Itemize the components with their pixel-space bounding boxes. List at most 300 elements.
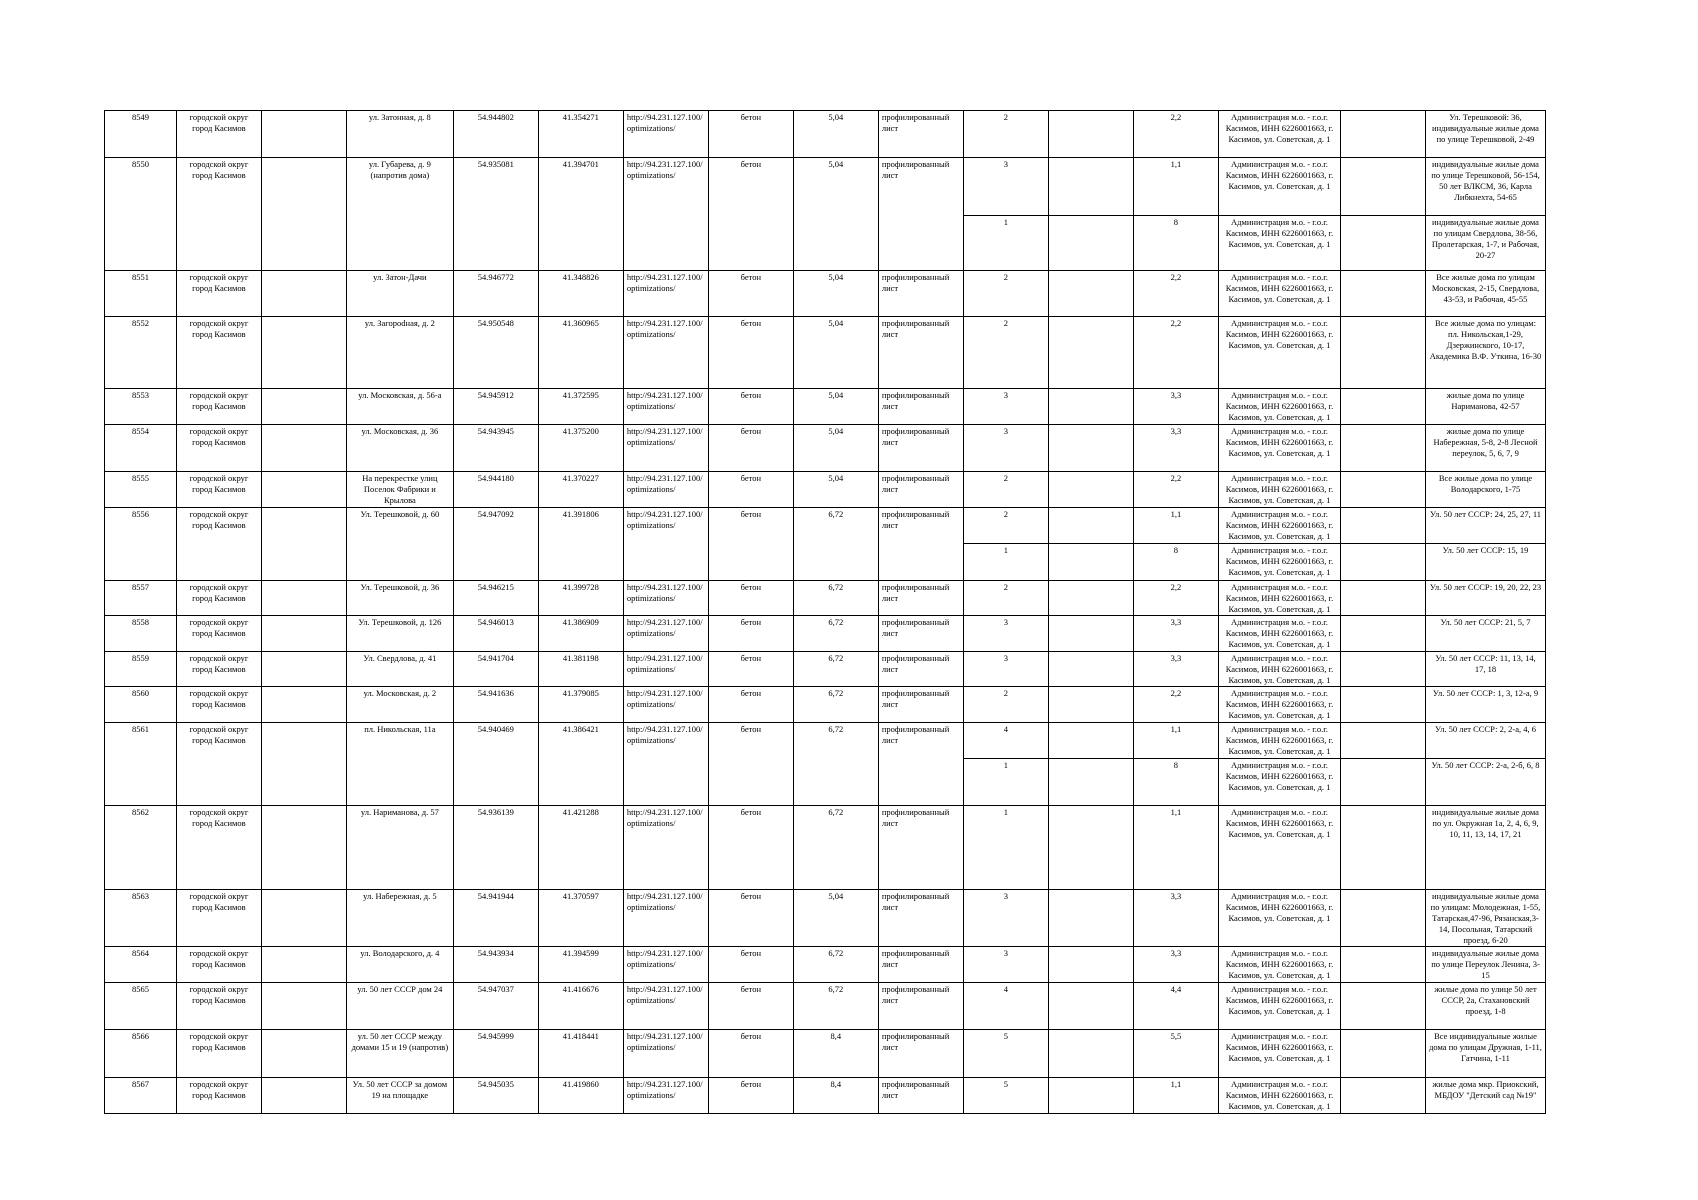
owner-cell: Администрация м.о. - г.о.г. Касимов, ИНН 6226001663, г. Касимов, ул. Советская, д. 1 [1218,216,1340,271]
latitude-cell: 54.946215 [453,581,538,616]
latitude-cell: 54.944802 [453,111,538,158]
longitude-cell: 41.370227 [538,472,623,508]
empty-cell [261,806,346,890]
latitude-cell: 54.945912 [453,389,538,425]
district-cell: городской округ город Касимов [176,687,261,723]
empty-cell [1341,687,1426,723]
fence-cell: профилированный лист [878,983,963,1030]
waste-sources-cell: Все жилые дома по улицам Московская, 2-15, Свердлова, 43-53, и Рабочая, 45-55 [1426,271,1546,317]
empty-cell [1341,158,1426,216]
empty-cell [1341,947,1426,983]
owner-cell: Администрация м.о. - г.о.г. Касимов, ИНН 6226001663, г. Касимов, ул. Советская, д. 1 [1218,508,1340,544]
surface-cell: бетон [708,389,793,425]
site-number-cell: 8557 [105,581,177,616]
district-cell: городской округ город Касимов [176,652,261,687]
owner-cell: Администрация м.о. - г.о.г. Касимов, ИНН 6226001663, г. Касимов, ул. Советская, д. 1 [1218,581,1340,616]
table-row [105,425,1546,472]
address-cell: ул. Московская, д. 56-а [346,389,453,425]
district-cell: городской округ город Касимов [176,472,261,508]
map-link-cell: http://94.231.127.100/optimizations/ [623,723,708,806]
waste-sources-cell: Все жилые дома по улице Володарского, 1-75 [1426,472,1546,508]
volume-cell: 3,3 [1133,389,1218,425]
empty-cell [261,271,346,317]
volume-cell: 8 [1133,544,1218,581]
owner-cell: Администрация м.о. - г.о.г. Касимов, ИНН 6226001663, г. Касимов, ул. Советская, д. 1 [1218,947,1340,983]
empty-cell [1341,111,1426,158]
empty-cell [1341,581,1426,616]
container-count-cell: 1 [963,806,1048,890]
site-number-cell: 8552 [105,317,177,389]
table-row [105,1030,1546,1078]
map-link-cell: http://94.231.127.100/optimizations/ [623,983,708,1030]
district-cell: городской округ город Касимов [176,983,261,1030]
fence-cell: профилированный лист [878,947,963,983]
empty-cell [261,1078,346,1114]
map-link-cell: http://94.231.127.100/optimizations/ [623,425,708,472]
empty-cell [1341,216,1426,271]
empty-cell [1341,806,1426,890]
area-cell: 6,72 [793,687,878,723]
site-number-cell: 8565 [105,983,177,1030]
waste-sources-cell: Ул. 50 лет СССР: 24, 25, 27, 11 [1426,508,1546,544]
latitude-cell: 54.944180 [453,472,538,508]
address-cell: ул. Затон-Дачи [346,271,453,317]
waste-sources-cell: Ул. 50 лет СССР: 19, 20, 22, 23 [1426,581,1546,616]
waste-sources-cell: Ул. Терешковой: 36, индивидуальные жилые дома по улице Терешковой, 2-49 [1426,111,1546,158]
empty-cell [1341,723,1426,759]
empty-cell [1341,472,1426,508]
address-cell: На перекрестке улиц Поселок Фабрики и Крылова [346,472,453,508]
site-number-cell: 8560 [105,687,177,723]
surface-cell: бетон [708,111,793,158]
area-cell: 6,72 [793,947,878,983]
waste-sources-cell: Ул. 50 лет СССР: 1, 3, 12-а, 9 [1426,687,1546,723]
site-number-cell: 8556 [105,508,177,581]
longitude-cell: 41.419860 [538,1078,623,1114]
waste-sources-cell: Ул. 50 лет СССР: 21, 5, 7 [1426,616,1546,652]
empty-cell [1341,425,1426,472]
site-number-cell: 8551 [105,271,177,317]
map-link-cell: http://94.231.127.100/optimizations/ [623,1078,708,1114]
waste-sources-cell: индивидуальные жилые дома по улицам: Молодежная, 1-55, Татарская,47-96, Рязанская,3-14, Посольная, Татарский проезд, 6-20 [1426,890,1546,947]
empty-cell [1048,425,1133,472]
site-number-cell: 8554 [105,425,177,472]
area-cell: 5,04 [793,890,878,947]
latitude-cell: 54.943945 [453,425,538,472]
empty-cell [261,890,346,947]
fence-cell: профилированный лист [878,806,963,890]
area-cell: 8,4 [793,1030,878,1078]
address-cell: ул. Затонная, д. 8 [346,111,453,158]
site-number-cell: 8564 [105,947,177,983]
empty-cell [261,616,346,652]
owner-cell: Администрация м.о. - г.о.г. Касимов, ИНН 6226001663, г. Касимов, ул. Советская, д. 1 [1218,806,1340,890]
table-row [105,947,1546,983]
latitude-cell: 54.935081 [453,158,538,271]
area-cell: 5,04 [793,472,878,508]
owner-cell: Администрация м.о. - г.о.г. Касимов, ИНН 6226001663, г. Касимов, ул. Советская, д. 1 [1218,616,1340,652]
area-cell: 6,72 [793,806,878,890]
map-link-cell: http://94.231.127.100/optimizations/ [623,890,708,947]
surface-cell: бетон [708,317,793,389]
area-cell: 8,4 [793,1078,878,1114]
address-cell: ул. 50 лет СССР между домами 15 и 19 (напротив) [346,1030,453,1078]
empty-cell [1048,616,1133,652]
latitude-cell: 54.945999 [453,1030,538,1078]
surface-cell: бетон [708,472,793,508]
container-count-cell: 2 [963,271,1048,317]
address-cell: Ул. Терешковой, д. 60 [346,508,453,581]
container-count-cell: 3 [963,158,1048,216]
owner-cell: Администрация м.о. - г.о.г. Касимов, ИНН 6226001663, г. Касимов, ул. Советская, д. 1 [1218,111,1340,158]
container-count-cell: 4 [963,983,1048,1030]
waste-sources-cell: индивидуальные жилые дома по улице Переулок Ленина, 3-15 [1426,947,1546,983]
longitude-cell: 41.360965 [538,317,623,389]
owner-cell: Администрация м.о. - г.о.г. Касимов, ИНН 6226001663, г. Касимов, ул. Советская, д. 1 [1218,1030,1340,1078]
waste-site-registry-table [104,110,1546,1114]
empty-cell [1048,472,1133,508]
longitude-cell: 41.372595 [538,389,623,425]
volume-cell: 1,1 [1133,508,1218,544]
latitude-cell: 54.941704 [453,652,538,687]
site-number-cell: 8563 [105,890,177,947]
longitude-cell: 41.354271 [538,111,623,158]
waste-sources-cell: Ул. 50 лет СССР: 2-а, 2-б, 6, 8 [1426,759,1546,806]
fence-cell: профилированный лист [878,111,963,158]
table-row [105,317,1546,389]
empty-cell [261,687,346,723]
district-cell: городской округ город Касимов [176,890,261,947]
table-row [105,616,1546,652]
area-cell: 6,72 [793,616,878,652]
owner-cell: Администрация м.о. - г.о.г. Касимов, ИНН 6226001663, г. Касимов, ул. Советская, д. 1 [1218,271,1340,317]
empty-cell [261,947,346,983]
container-count-cell: 2 [963,687,1048,723]
area-cell: 6,72 [793,723,878,806]
empty-cell [261,581,346,616]
map-link-cell: http://94.231.127.100/optimizations/ [623,389,708,425]
site-number-cell: 8562 [105,806,177,890]
surface-cell: бетон [708,983,793,1030]
surface-cell: бетон [708,1030,793,1078]
map-link-cell: http://94.231.127.100/optimizations/ [623,652,708,687]
owner-cell: Администрация м.о. - г.о.г. Касимов, ИНН 6226001663, г. Касимов, ул. Советская, д. 1 [1218,759,1340,806]
site-number-cell: 8567 [105,1078,177,1114]
container-count-cell: 4 [963,723,1048,759]
empty-cell [261,111,346,158]
site-number-cell: 8558 [105,616,177,652]
district-cell: городской округ город Касимов [176,317,261,389]
container-count-cell: 3 [963,389,1048,425]
empty-cell [1048,806,1133,890]
empty-cell [1341,317,1426,389]
district-cell: городской округ город Касимов [176,1030,261,1078]
surface-cell: бетон [708,271,793,317]
fence-cell: профилированный лист [878,652,963,687]
longitude-cell: 41.386909 [538,616,623,652]
volume-cell: 2,2 [1133,271,1218,317]
fence-cell: профилированный лист [878,687,963,723]
area-cell: 6,72 [793,983,878,1030]
owner-cell: Администрация м.о. - г.о.г. Касимов, ИНН 6226001663, г. Касимов, ул. Советская, д. 1 [1218,544,1340,581]
surface-cell: бетон [708,687,793,723]
surface-cell: бетон [708,158,793,271]
waste-sources-cell: Ул. 50 лет СССР: 2, 2-а, 4, 6 [1426,723,1546,759]
container-count-cell: 2 [963,472,1048,508]
surface-cell: бетон [708,508,793,581]
fence-cell: профилированный лист [878,425,963,472]
empty-cell [261,389,346,425]
address-cell: ул. Московская, д. 36 [346,425,453,472]
table-row [105,508,1546,544]
fence-cell: профилированный лист [878,890,963,947]
fence-cell: профилированный лист [878,271,963,317]
registry-sheet [104,110,1546,1111]
empty-cell [1048,1030,1133,1078]
owner-cell: Администрация м.о. - г.о.г. Касимов, ИНН 6226001663, г. Касимов, ул. Советская, д. 1 [1218,983,1340,1030]
map-link-cell: http://94.231.127.100/optimizations/ [623,317,708,389]
map-link-cell: http://94.231.127.100/optimizations/ [623,158,708,271]
table-row [105,806,1546,890]
address-cell: Ул. Терешковой, д. 36 [346,581,453,616]
longitude-cell: 41.399728 [538,581,623,616]
address-cell: ул. Московская, д. 2 [346,687,453,723]
empty-cell [1341,544,1426,581]
map-link-cell: http://94.231.127.100/optimizations/ [623,806,708,890]
empty-cell [1048,687,1133,723]
empty-cell [1048,947,1133,983]
container-count-cell: 2 [963,111,1048,158]
longitude-cell: 41.421288 [538,806,623,890]
empty-cell [1341,389,1426,425]
area-cell: 6,72 [793,581,878,616]
surface-cell: бетон [708,581,793,616]
container-count-cell: 5 [963,1078,1048,1114]
address-cell: Ул. 50 лет СССР за домом 19 на площадке [346,1078,453,1114]
volume-cell: 1,1 [1133,1078,1218,1114]
waste-sources-cell: Все индивидуальные жилые дома по улицам Дружная, 1-11, Гатчина, 1-11 [1426,1030,1546,1078]
area-cell: 6,72 [793,508,878,581]
owner-cell: Администрация м.о. - г.о.г. Касимов, ИНН 6226001663, г. Касимов, ул. Советская, д. 1 [1218,158,1340,216]
site-number-cell: 8550 [105,158,177,271]
volume-cell: 8 [1133,759,1218,806]
latitude-cell: 54.946013 [453,616,538,652]
map-link-cell: http://94.231.127.100/optimizations/ [623,1030,708,1078]
empty-cell [261,317,346,389]
empty-cell [261,1030,346,1078]
district-cell: городской округ город Касимов [176,616,261,652]
address-cell: ул. Набережная, д. 5 [346,890,453,947]
container-count-cell: 1 [963,544,1048,581]
empty-cell [1048,890,1133,947]
container-count-cell: 2 [963,581,1048,616]
volume-cell: 1,1 [1133,806,1218,890]
area-cell: 5,04 [793,317,878,389]
volume-cell: 3,3 [1133,947,1218,983]
table-row [105,652,1546,687]
owner-cell: Администрация м.о. - г.о.г. Касимов, ИНН 6226001663, г. Касимов, ул. Советская, д. 1 [1218,723,1340,759]
waste-sources-cell: жилые дома по улице Нариманова, 42-57 [1426,389,1546,425]
fence-cell: профилированный лист [878,317,963,389]
table-row [105,158,1546,216]
empty-cell [1341,983,1426,1030]
volume-cell: 3,3 [1133,890,1218,947]
longitude-cell: 41.375200 [538,425,623,472]
volume-cell: 2,2 [1133,581,1218,616]
fence-cell: профилированный лист [878,723,963,806]
address-cell: ул. Нариманова, д. 57 [346,806,453,890]
address-cell: пл. Никольская, 11а [346,723,453,806]
table-row [105,983,1546,1030]
empty-cell [1048,111,1133,158]
empty-cell [1048,983,1133,1030]
table-row [105,1078,1546,1114]
latitude-cell: 54.950548 [453,317,538,389]
longitude-cell: 41.394599 [538,947,623,983]
owner-cell: Администрация м.о. - г.о.г. Касимов, ИНН 6226001663, г. Касимов, ул. Советская, д. 1 [1218,1078,1340,1114]
container-count-cell: 2 [963,317,1048,389]
district-cell: городской округ город Касимов [176,806,261,890]
longitude-cell: 41.391806 [538,508,623,581]
surface-cell: бетон [708,616,793,652]
owner-cell: Администрация м.о. - г.о.г. Касимов, ИНН 6226001663, г. Касимов, ул. Советская, д. 1 [1218,317,1340,389]
empty-cell [261,723,346,806]
empty-cell [1048,759,1133,806]
volume-cell: 1,1 [1133,158,1218,216]
container-count-cell: 3 [963,425,1048,472]
table-row [105,723,1546,759]
waste-sources-cell: индивидуальные жилые дома по улицам Свердлова, 38-56, Пролетарская, 1-7, и Рабочая, 20-27 [1426,216,1546,271]
empty-cell [1048,389,1133,425]
owner-cell: Администрация м.о. - г.о.г. Касимов, ИНН 6226001663, г. Касимов, ул. Советская, д. 1 [1218,425,1340,472]
volume-cell: 2,2 [1133,111,1218,158]
map-link-cell: http://94.231.127.100/optimizations/ [623,687,708,723]
owner-cell: Администрация м.о. - г.о.г. Касимов, ИНН 6226001663, г. Касимов, ул. Советская, д. 1 [1218,652,1340,687]
table-row [105,472,1546,508]
table-row [105,890,1546,947]
container-count-cell: 1 [963,759,1048,806]
fence-cell: профилированный лист [878,581,963,616]
container-count-cell: 5 [963,1030,1048,1078]
area-cell: 5,04 [793,271,878,317]
volume-cell: 3,3 [1133,616,1218,652]
district-cell: городской округ город Касимов [176,425,261,472]
empty-cell [1048,216,1133,271]
district-cell: городской округ город Касимов [176,271,261,317]
empty-cell [261,508,346,581]
volume-cell: 3,3 [1133,652,1218,687]
latitude-cell: 54.941636 [453,687,538,723]
longitude-cell: 41.379085 [538,687,623,723]
longitude-cell: 41.418441 [538,1030,623,1078]
site-number-cell: 8561 [105,723,177,806]
empty-cell [261,983,346,1030]
waste-sources-cell: жилые дома мкр. Приокский, МБДОУ "Детский сад №19" [1426,1078,1546,1114]
map-link-cell: http://94.231.127.100/optimizations/ [623,271,708,317]
container-count-cell: 3 [963,616,1048,652]
empty-cell [1341,652,1426,687]
empty-cell [1048,723,1133,759]
latitude-cell: 54.943934 [453,947,538,983]
empty-cell [261,158,346,271]
latitude-cell: 54.947037 [453,983,538,1030]
volume-cell: 2,2 [1133,317,1218,389]
volume-cell: 1,1 [1133,723,1218,759]
table-row [105,111,1546,158]
volume-cell: 2,2 [1133,472,1218,508]
area-cell: 5,04 [793,389,878,425]
waste-sources-cell: Все жилые дома по улицам: пл. Никольская,1-29, Дзержинского, 10-17, Академика В.Ф. Уткина, 16-30 [1426,317,1546,389]
owner-cell: Администрация м.о. - г.о.г. Касимов, ИНН 6226001663, г. Касимов, ул. Советская, д. 1 [1218,687,1340,723]
table-row [105,581,1546,616]
district-cell: городской округ город Касимов [176,389,261,425]
site-number-cell: 8555 [105,472,177,508]
container-count-cell: 3 [963,890,1048,947]
site-number-cell: 8553 [105,389,177,425]
table-row [105,271,1546,317]
map-link-cell: http://94.231.127.100/optimizations/ [623,581,708,616]
map-link-cell: http://94.231.127.100/optimizations/ [623,508,708,581]
volume-cell: 3,3 [1133,425,1218,472]
district-cell: городской округ город Касимов [176,581,261,616]
area-cell: 5,04 [793,111,878,158]
map-link-cell: http://94.231.127.100/optimizations/ [623,111,708,158]
waste-sources-cell: индивидуальные жилые дома по ул. Окружная 1а, 2, 4, 6, 9, 10, 11, 13, 14, 17, 21 [1426,806,1546,890]
fence-cell: профилированный лист [878,158,963,271]
container-count-cell: 1 [963,216,1048,271]
volume-cell: 5,5 [1133,1030,1218,1078]
surface-cell: бетон [708,425,793,472]
longitude-cell: 41.394701 [538,158,623,271]
empty-cell [1341,759,1426,806]
longitude-cell: 41.386421 [538,723,623,806]
empty-cell [261,425,346,472]
empty-cell [1048,1078,1133,1114]
waste-sources-cell: Ул. 50 лет СССР: 11, 13, 14, 17, 18 [1426,652,1546,687]
fence-cell: профилированный лист [878,389,963,425]
empty-cell [261,472,346,508]
table-row [105,389,1546,425]
container-count-cell: 3 [963,947,1048,983]
fence-cell: профилированный лист [878,472,963,508]
latitude-cell: 54.945035 [453,1078,538,1114]
address-cell: ул. Володарского, д. 4 [346,947,453,983]
map-link-cell: http://94.231.127.100/optimizations/ [623,616,708,652]
empty-cell [1341,890,1426,947]
area-cell: 5,04 [793,425,878,472]
latitude-cell: 54.940469 [453,723,538,806]
waste-sources-cell: жилые дома по улице 50 лет СССР, 2а, Стахановский проезд, 1-8 [1426,983,1546,1030]
volume-cell: 2,2 [1133,687,1218,723]
waste-sources-cell: индивидуальные жилые дома по улице Терешковой, 56-154, 50 лет ВЛКСМ, 36, Карла Либкнехта, 54-65 [1426,158,1546,216]
latitude-cell: 54.941944 [453,890,538,947]
district-cell: городской округ город Касимов [176,947,261,983]
latitude-cell: 54.936139 [453,806,538,890]
district-cell: городской округ город Касимов [176,508,261,581]
longitude-cell: 41.416676 [538,983,623,1030]
address-cell: ул. Губарева, д. 9 (напротив дома) [346,158,453,271]
empty-cell [1341,1078,1426,1114]
empty-cell [1048,158,1133,216]
longitude-cell: 41.381198 [538,652,623,687]
surface-cell: бетон [708,806,793,890]
empty-cell [1048,271,1133,317]
empty-cell [1341,271,1426,317]
surface-cell: бетон [708,652,793,687]
table-row [105,687,1546,723]
empty-cell [1048,581,1133,616]
fence-cell: профилированный лист [878,1078,963,1114]
